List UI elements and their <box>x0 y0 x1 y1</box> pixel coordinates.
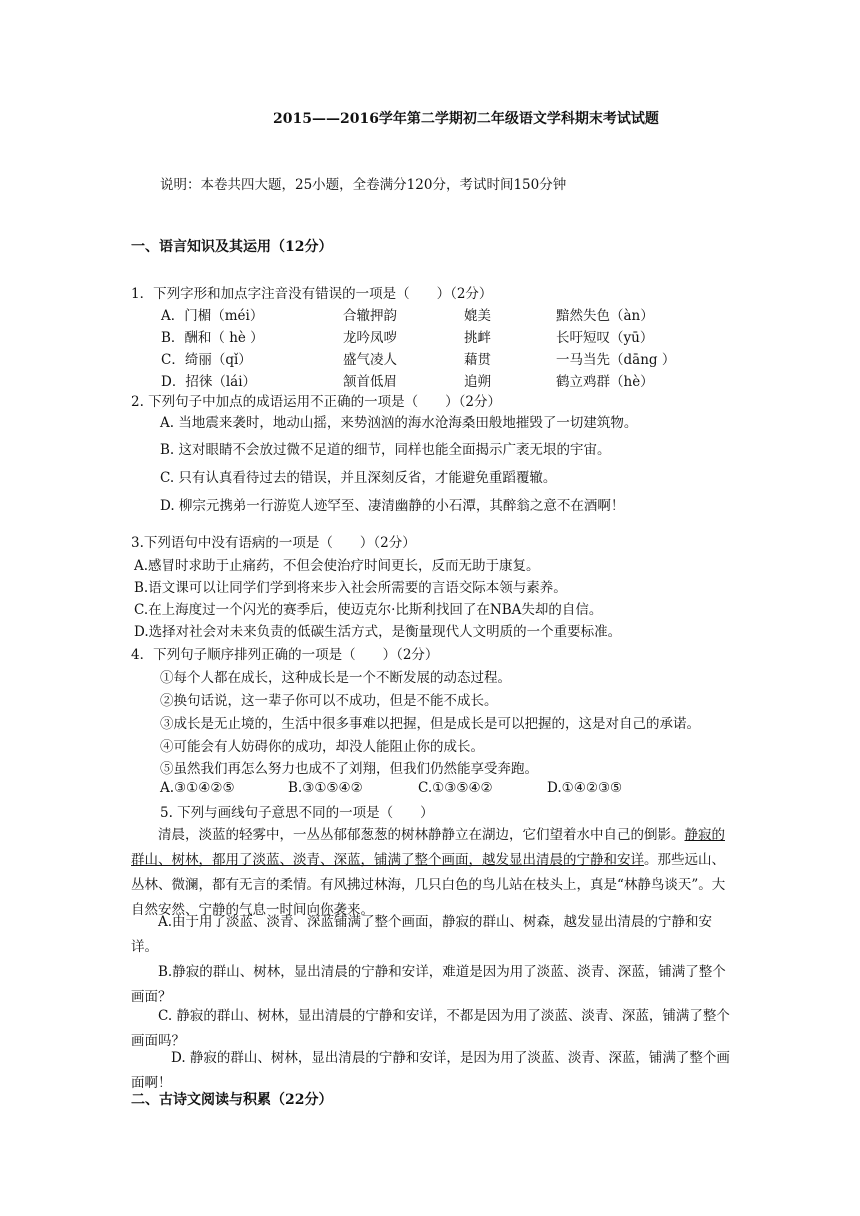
q1-row-c-2: 盛气凌人 <box>343 352 397 368</box>
q5-passage-rest: 。那些远山、丛林、微澜，都有无言的柔情。有风拂过林海，几只白色的鸟儿站在枝头上，真是“林静鸟谈天”。大自然安然、宁静的气息一时间向你袭来。 <box>131 852 726 918</box>
q3-option-b: B.语文课可以让同学们学到将来步入社会所需要的言语交际本领与素养。 <box>134 580 567 596</box>
q4-answer-a: A.③①④②⑤ <box>160 780 235 796</box>
q1-row-a-1: A．门楣（méi） <box>161 308 264 324</box>
q1-row-b-4: 长吁短叹（yū） <box>556 330 654 346</box>
q3-option-d: D.选择对社会对未来负责的低碳生活方式，是衡量现代人文明质的一个重要标准。 <box>134 624 622 640</box>
q1-row-b-1: B．酬和（ hè ） <box>161 330 264 346</box>
section-heading-1: 一、语言知识及其运用（12分） <box>131 239 333 255</box>
q1-row-d-3: 追朔 <box>464 374 491 390</box>
question-3-stem: 3.下列语句中没有语病的一项是（ ）（2分） <box>131 535 416 551</box>
q1-row-a-3: 媲美 <box>464 308 491 324</box>
question-1-stem: 1．下列字形和加点字注音没有错误的一项是（ ）（2分） <box>131 286 493 302</box>
q1-row-a-4: 黯然失色（àn） <box>556 308 654 324</box>
q4-item-2: ②换句话说，这一辈子你可以不成功，但是不能不成长。 <box>160 693 498 709</box>
q5-option-d: D. 静寂的群山、树林，显出清晨的宁静和安详，是因为用了淡蓝、淡青、深蓝，铺满了整个画面啊！ <box>131 1050 730 1091</box>
q3-option-a: A.感冒时求助于止痛药，不但会使治疗时间更长，反而无助于康复。 <box>134 558 540 574</box>
q1-row-c-4: 一马当先（dāng ） <box>556 352 676 368</box>
q1-row-d-1: D．招徕（lái） <box>161 374 257 390</box>
q4-answer-d: D.①④②③⑤ <box>547 780 623 796</box>
q4-item-3: ③成长是无止境的，生活中很多事难以把握，但是成长是可以把握的，这是对自己的承诺。 <box>160 716 700 732</box>
question-4-stem: 4．下列句子顺序排列正确的一项是（ ）（2分） <box>131 647 439 663</box>
q5-option-b: B.静寂的群山、树林，显出清晨的宁静和安详，难道是因为用了淡蓝、淡青、深蓝，铺满了整个画面？ <box>131 964 726 1005</box>
q2-option-d: D. 柳宗元携弟一行游览人迹罕至、凄清幽静的小石潭，其醉翁之意不在酒啊！ <box>160 498 625 514</box>
q4-item-1: ①每个人都在成长，这种成长是一个不断发展的动态过程。 <box>160 670 511 686</box>
q2-option-b: B. 这对眼睛不会放过微不足道的细节，同样也能全面揭示广袤无垠的宇宙。 <box>160 442 611 458</box>
q1-row-c-3: 藉贯 <box>464 352 491 368</box>
q5-passage-lead: 清晨，淡蓝的轻雾中，一丛丛郁郁葱葱的树林静静立在湖边，它们望着水中自己的倒影。 <box>158 827 685 843</box>
q4-answer-c: C.①③⑤④② <box>418 780 493 796</box>
exam-note: 说明：本卷共四大题，25小题，全卷满分120分，考试时间150分钟 <box>160 177 567 193</box>
q5-option-c: C. 静寂的群山、树林，显出清晨的宁静和安详，不都是因为用了淡蓝、淡青、深蓝，铺满了整个画面吗？ <box>131 1008 730 1049</box>
q1-row-c-1: C．绮丽（qǐ） <box>161 352 252 368</box>
q1-row-b-3: 挑衅 <box>464 330 491 346</box>
q5-option-a: A.由于用了淡蓝、淡青、深蓝铺满了整个画面，静寂的群山、树森，越发显出清晨的宁静和安详。 <box>131 914 713 955</box>
question-2-stem: 2. 下列句子中加点的成语运用不正确的一项是（ ）（2分） <box>131 394 502 410</box>
q3-option-c: C.在上海度过一个闪光的赛季后，使迈克尔·比斯利找回了在NBA失却的自信。 <box>134 602 603 618</box>
q5-passage <box>131 823 731 923</box>
q4-item-5: ⑤虽然我们再怎么努力也成不了刘翔，但我们仍然能享受奔跑。 <box>160 761 538 777</box>
section-heading-2: 二、古诗文阅读与积累（22分） <box>131 1092 333 1108</box>
q1-row-a-2: 合辙押韵 <box>343 308 397 324</box>
q1-row-d-2: 颔首低眉 <box>343 374 397 390</box>
q4-item-4: ④可能会有人妨碍你的成功，却没人能阻止你的成长。 <box>160 739 484 755</box>
page-title: 2015——2016学年第二学期初二年级语文学科期末考试试题 <box>273 111 659 127</box>
q2-option-a: A. 当地震来袭时，地动山摇，来势汹汹的海水沧海桑田般地摧毁了一切建筑物。 <box>160 415 638 431</box>
q5-underlined-sentence: 静寂的群山、树林，都用了淡蓝、淡青、深蓝，铺满了整个画面，越发显出清晨的宁静和安详 <box>131 827 725 868</box>
q4-answer-b: B.③①⑤④② <box>288 780 363 796</box>
q1-row-d-4: 鹤立鸡群（hè） <box>556 374 654 390</box>
q1-row-b-2: 龙吟凤哕 <box>343 330 397 346</box>
question-5-stem: 5. 下列与画线句子意思不同的一项是（ ） <box>160 805 434 821</box>
q2-option-c: C. 只有认真看待过去的错误，并且深刻反省，才能避免重蹈覆辙。 <box>160 470 557 486</box>
